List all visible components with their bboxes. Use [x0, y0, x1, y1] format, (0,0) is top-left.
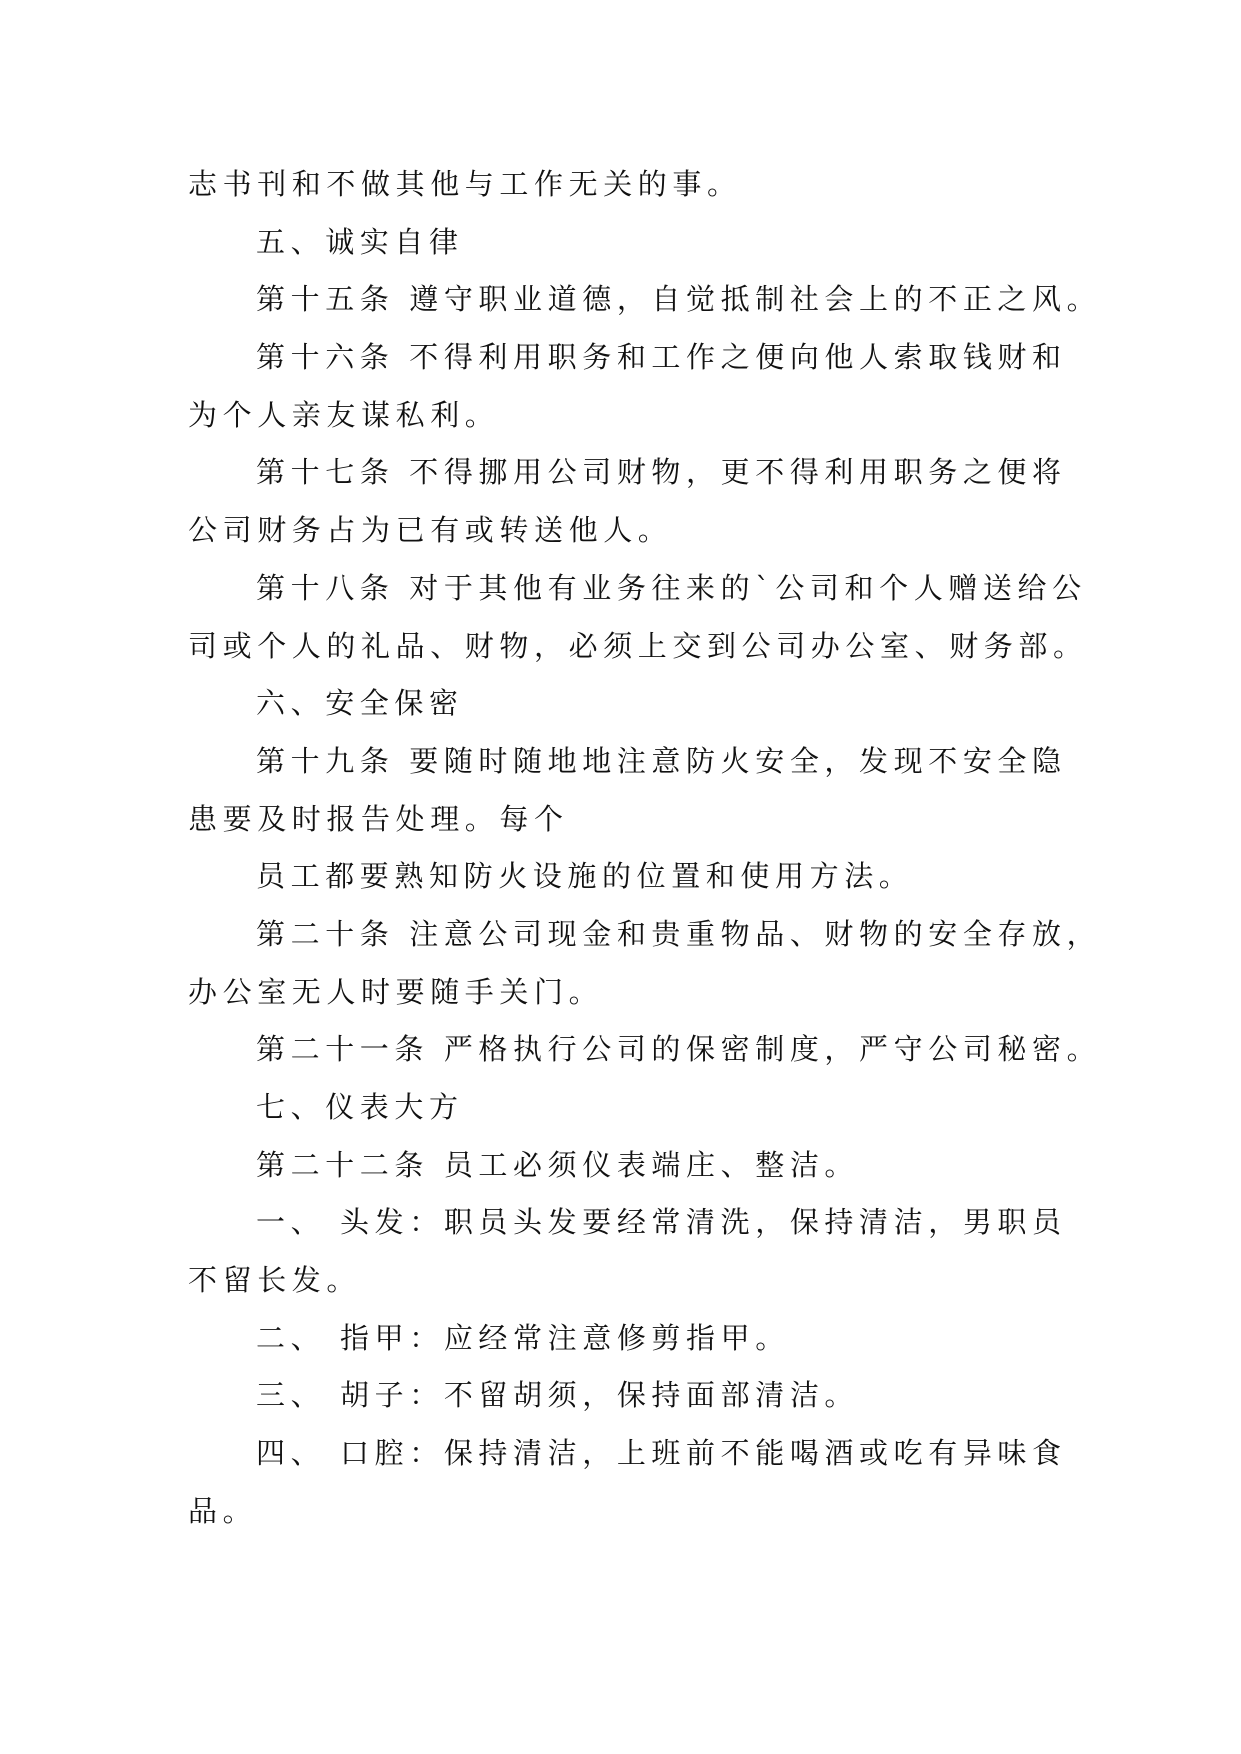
text-line: 四、 口腔：保持清洁，上班前不能喝酒或吃有异味食 — [256, 1436, 1067, 1471]
text-line: 第十六条 不得利用职务和工作之便向他人索取钱财和 — [256, 340, 1067, 375]
text-line: 办公室无人时要随手关门。 — [188, 974, 604, 1009]
text-line: 为个人亲友谋私利。 — [188, 397, 500, 432]
text-line: 第二十条 注意公司现金和贵重物品、财物的安全存放， — [256, 916, 1102, 951]
text-line: 第十五条 遵守职业道德，自觉抵制社会上的不正之风。 — [256, 282, 1102, 317]
document-body — [188, 156, 1102, 1541]
text-line: 二、 指甲：应经常注意修剪指甲。 — [256, 1320, 790, 1355]
text-line: 员工都要熟知防火设施的位置和使用方法。 — [256, 859, 914, 894]
text-line: 第十八条 对于其他有业务往来的`公司和个人赠送给公 — [256, 570, 1087, 605]
text-line: 不留长发。 — [188, 1263, 362, 1298]
text-line: 品。 — [188, 1493, 258, 1528]
text-line: 司或个人的礼品、财物，必须上交到公司办公室、财务部。 — [188, 628, 1088, 663]
section-heading: 七、仪表大方 — [256, 1090, 464, 1124]
section-heading: 五、诚实自律 — [256, 224, 464, 259]
text-line: 第二十二条 员工必须仪表端庄、整洁。 — [256, 1147, 860, 1182]
text-line: 第十九条 要随时随地地注意防火安全，发现不安全隐 — [256, 743, 1067, 778]
text-line: 患要及时报告处理。每个 — [188, 801, 569, 836]
text-line: 第二十一条 严格执行公司的保密制度，严守公司秘密。 — [256, 1032, 1102, 1067]
section-heading: 六、安全保密 — [256, 686, 464, 721]
text-line: 公司财务占为已有或转送他人。 — [188, 513, 673, 548]
text-line: 三、 胡子：不留胡须，保持面部清洁。 — [256, 1378, 860, 1413]
text-line: 一、 头发：职员头发要经常清洗，保持清洁，男职员 — [256, 1205, 1067, 1240]
text-line: 志书刊和不做其他与工作无关的事。 — [188, 167, 742, 201]
text-line: 第十七条 不得挪用公司财物，更不得利用职务之便将 — [256, 455, 1067, 490]
